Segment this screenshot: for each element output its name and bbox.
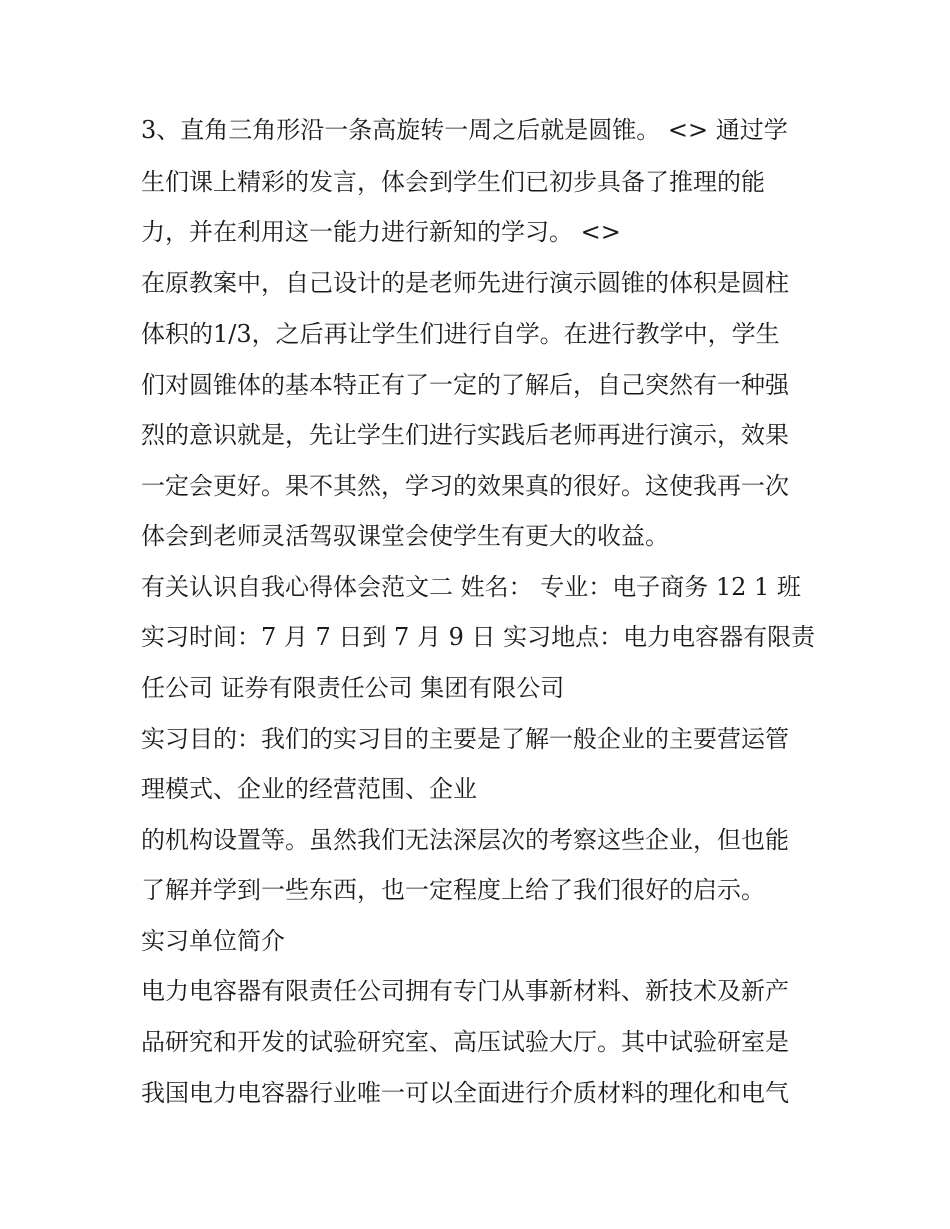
text-line: 理模式、企业的经营范围、企业 xyxy=(141,775,477,803)
text-line: 我国电力电容器行业唯一可以全面进行介质材料的理化和电气 xyxy=(141,1079,789,1107)
text-line: 力，并在利用这一能力进行新知的学习。 <> xyxy=(141,218,621,246)
text-line: 在原教案中，自己设计的是老师先进行演示圆锥的体积是圆柱 xyxy=(141,269,789,297)
text-line: 们对圆锥体的基本特正有了一定的了解后，自己突然有一种强 xyxy=(141,371,789,399)
text-line: 了解并学到一些东西，也一定程度上给了我们很好的启示。 xyxy=(141,876,765,904)
text-line: 3、直角三角形沿一条高旋转一周之后就是圆锥。 <> 通过学 xyxy=(141,116,788,144)
text-line: 实习目的：我们的实习目的主要是了解一般企业的主要营运管 xyxy=(141,725,789,753)
text-line: 体会到老师灵活驾驭课堂会使学生有更大的收益。 xyxy=(141,522,669,550)
text-line: 实习时间：7 月 7 日到 7 月 9 日 实习地点：电力电容器有限责 xyxy=(141,623,816,651)
text-line: 任公司 证券有限责任公司 集团有限公司 xyxy=(141,674,565,702)
text-line: 的机构设置等。虽然我们无法深层次的考察这些企业，但也能 xyxy=(141,826,789,854)
section-heading: 实习单位简介 xyxy=(141,927,285,955)
text-line: 生们课上精彩的发言，体会到学生们已初步具备了推理的能 xyxy=(141,168,765,196)
text-line: 电力电容器有限责任公司拥有专门从事新材料、新技术及新产 xyxy=(141,977,789,1005)
text-line: 品研究和开发的试验研究室、高压试验大厅。其中试验研室是 xyxy=(141,1028,789,1056)
section-heading: 有关认识自我心得体会范文二 姓名： 专业：电子商务 12 1 班 xyxy=(141,573,801,601)
text-line: 体积的1/3，之后再让学生们进行自学。在进行教学中，学生 xyxy=(141,320,780,348)
text-line: 烈的意识就是，先让学生们进行实践后老师再进行演示，效果 xyxy=(141,421,789,449)
text-line: 一定会更好。果不其然，学习的效果真的很好。这使我再一次 xyxy=(141,472,789,500)
